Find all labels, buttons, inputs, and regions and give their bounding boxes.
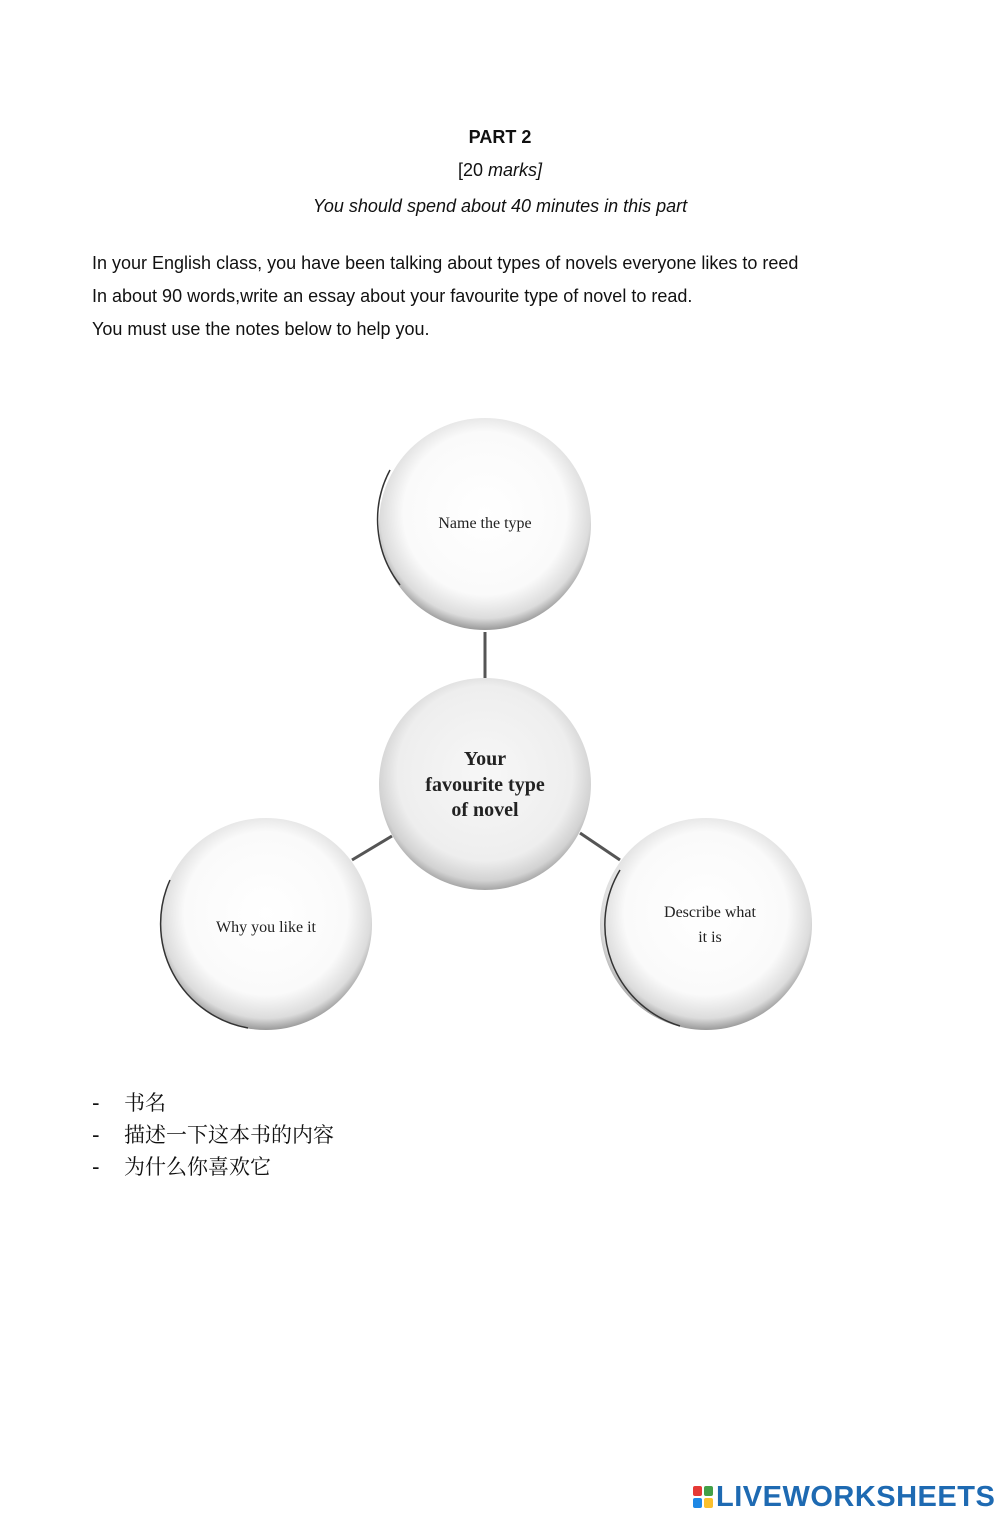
bubble-right-label-line-2: it is: [698, 929, 722, 946]
logo-square-icon: [693, 1486, 702, 1496]
instruction-line: In about 90 words,write an essay about your favourite type of novel to read.: [92, 286, 693, 306]
note-dash: -: [92, 1155, 100, 1179]
bubble-center-label-line-2: favourite type: [425, 774, 545, 796]
marks-word: marks]: [488, 160, 543, 180]
bubble-top-label: Name the type: [438, 515, 532, 532]
note-item: [92, 1087, 166, 1117]
note-text: 描述一下这本书的内容: [124, 1123, 334, 1147]
note-text: 书名: [124, 1091, 166, 1115]
bubble-center-label-line-1: Your: [463, 748, 507, 770]
time-note: You should spend about 40 minutes in this part: [312, 196, 688, 216]
logo-text: LIVEWORKSHEETS: [716, 1480, 996, 1513]
connector-right: [580, 833, 620, 860]
note-dash: -: [92, 1123, 100, 1147]
part-title: PART 2: [468, 127, 532, 147]
instruction-line: You must use the notes below to help you.: [92, 319, 430, 339]
liveworksheets-icon: [692, 1485, 714, 1509]
note-item: [92, 1119, 334, 1149]
instruction-line: In your English class, you have been talking about types of novels everyone likes to reed: [92, 253, 799, 273]
logo-square-icon: [704, 1486, 713, 1496]
marks-bracket-number: [20: [457, 160, 489, 180]
bubble-right-label-line-1: Describe what: [664, 904, 756, 921]
bubble-center-label-line-3: of novel: [451, 799, 519, 821]
logo-square-icon: [693, 1498, 702, 1508]
logo-square-icon: [704, 1498, 713, 1508]
bubble-left-label: Why you like it: [216, 919, 316, 936]
bubble-right: [600, 818, 812, 1030]
connector-left: [352, 836, 392, 860]
liveworksheets-logo: [692, 1480, 995, 1514]
note-dash: -: [92, 1091, 100, 1115]
note-item: [92, 1151, 271, 1181]
note-text: 为什么你喜欢它: [124, 1155, 271, 1179]
